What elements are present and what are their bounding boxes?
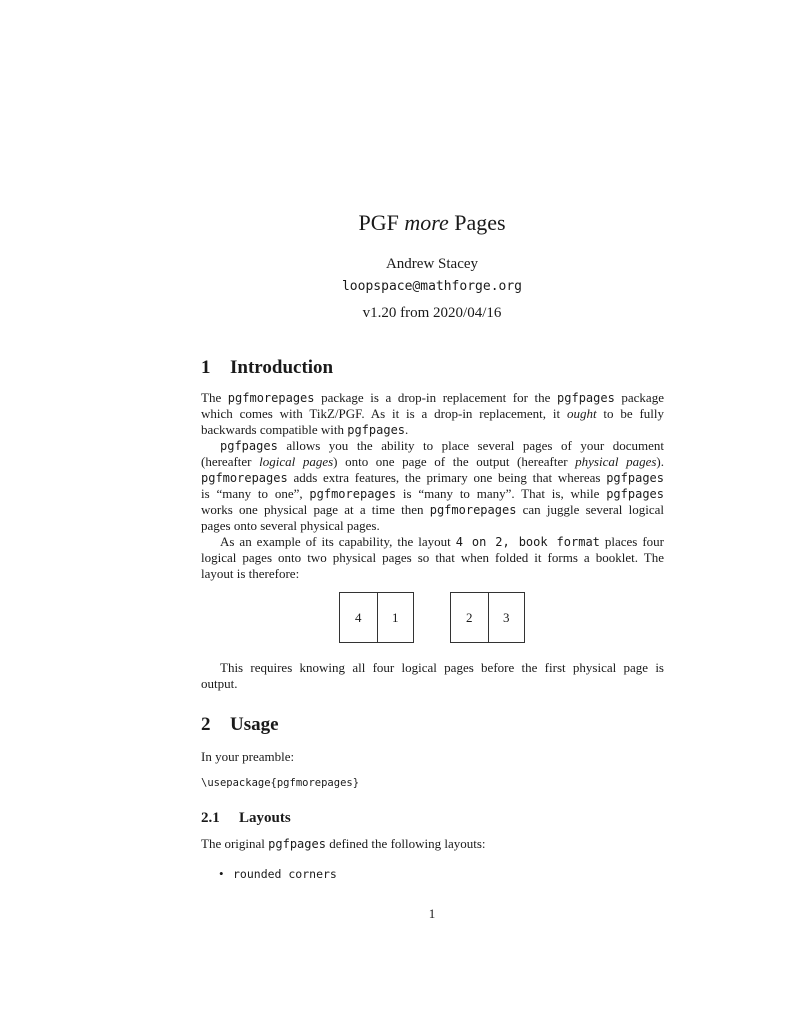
layout-sheet-2 — [450, 592, 525, 643]
text-line: In your preamble: — [201, 749, 295, 764]
paragraph-pgfpages — [201, 438, 664, 534]
text-line: which comes with TikZ/PGF. As it is a drop-in replacement, it ought to be fully — [201, 406, 665, 421]
title-suffix: Pages — [454, 210, 506, 235]
list-item-text: rounded corners — [233, 867, 337, 881]
paragraph-intro — [201, 390, 664, 438]
paragraph-example — [201, 534, 664, 582]
text-line: logical pages onto two physical pages so that when folded it forms a booklet. The — [201, 550, 664, 565]
text-line: This requires knowing all four logical pages before the first physical page is — [220, 660, 664, 675]
subsection-title: Layouts — [239, 810, 291, 826]
layouts-intro — [201, 836, 664, 852]
text-line: works one physical page at a time then pgfmorepages can juggle several logical — [201, 502, 664, 517]
section-number: 2 — [201, 714, 211, 735]
version-line: v1.20 from 2020/04/16 — [362, 305, 502, 321]
code-snippet: \usepackage{pgfmorepages} — [201, 777, 360, 789]
text-line: backwards compatible with pgfpages. — [201, 422, 409, 437]
email-text: loopspace@mathforge.org — [341, 279, 522, 294]
logical-page-cell: 4 — [355, 609, 362, 625]
author-name: Andrew Stacey — [385, 256, 479, 272]
text-line: The original pgfpages defined the following layouts: — [201, 836, 486, 851]
logical-page-cell: 2 — [466, 609, 473, 625]
text-line: The pgfmorepages package is a drop-in replacement for the pgfpages package — [201, 390, 664, 405]
section-title: Usage — [230, 714, 279, 735]
text-line: As an example of its capability, the layout 4 on 2, book format places four — [220, 534, 664, 549]
logical-page-cell: 3 — [488, 593, 525, 642]
document-title — [0, 210, 800, 236]
author-email — [0, 275, 800, 294]
text-line: pgfpages allows you the ability to place several pages of your document — [220, 438, 664, 453]
page-number: 1 — [428, 906, 436, 921]
text-line: (hereafter logical pages) onto one page of the output (hereafter physical pages). — [201, 454, 665, 469]
paragraph-requires — [201, 660, 664, 692]
text-line: is “many to one”, pgfmorepages is “many to many”. That is, while pgfpages — [201, 486, 664, 501]
list-item — [219, 866, 337, 882]
section-heading-introduction — [201, 357, 333, 379]
logical-page-cell: 1 — [377, 593, 414, 642]
layout-sheet-1 — [339, 592, 414, 643]
subsection-number: 2.1 — [201, 810, 220, 826]
text-line: layout is therefore: — [201, 566, 300, 581]
text-line: pgfmorepages adds extra features, the primary one being that whereas pgfpages — [201, 470, 664, 485]
section-title: Introduction — [230, 357, 334, 378]
title-prefix: PGF — [358, 210, 399, 235]
subsection-heading-layouts — [201, 810, 291, 827]
text-line: output. — [201, 676, 238, 691]
bullet-icon: • — [219, 866, 224, 881]
section-number: 1 — [201, 357, 211, 378]
title-emph: more — [404, 210, 449, 235]
section-heading-usage — [201, 714, 279, 736]
usage-intro — [201, 749, 664, 765]
text-line: pages onto several physical pages. — [201, 518, 380, 533]
